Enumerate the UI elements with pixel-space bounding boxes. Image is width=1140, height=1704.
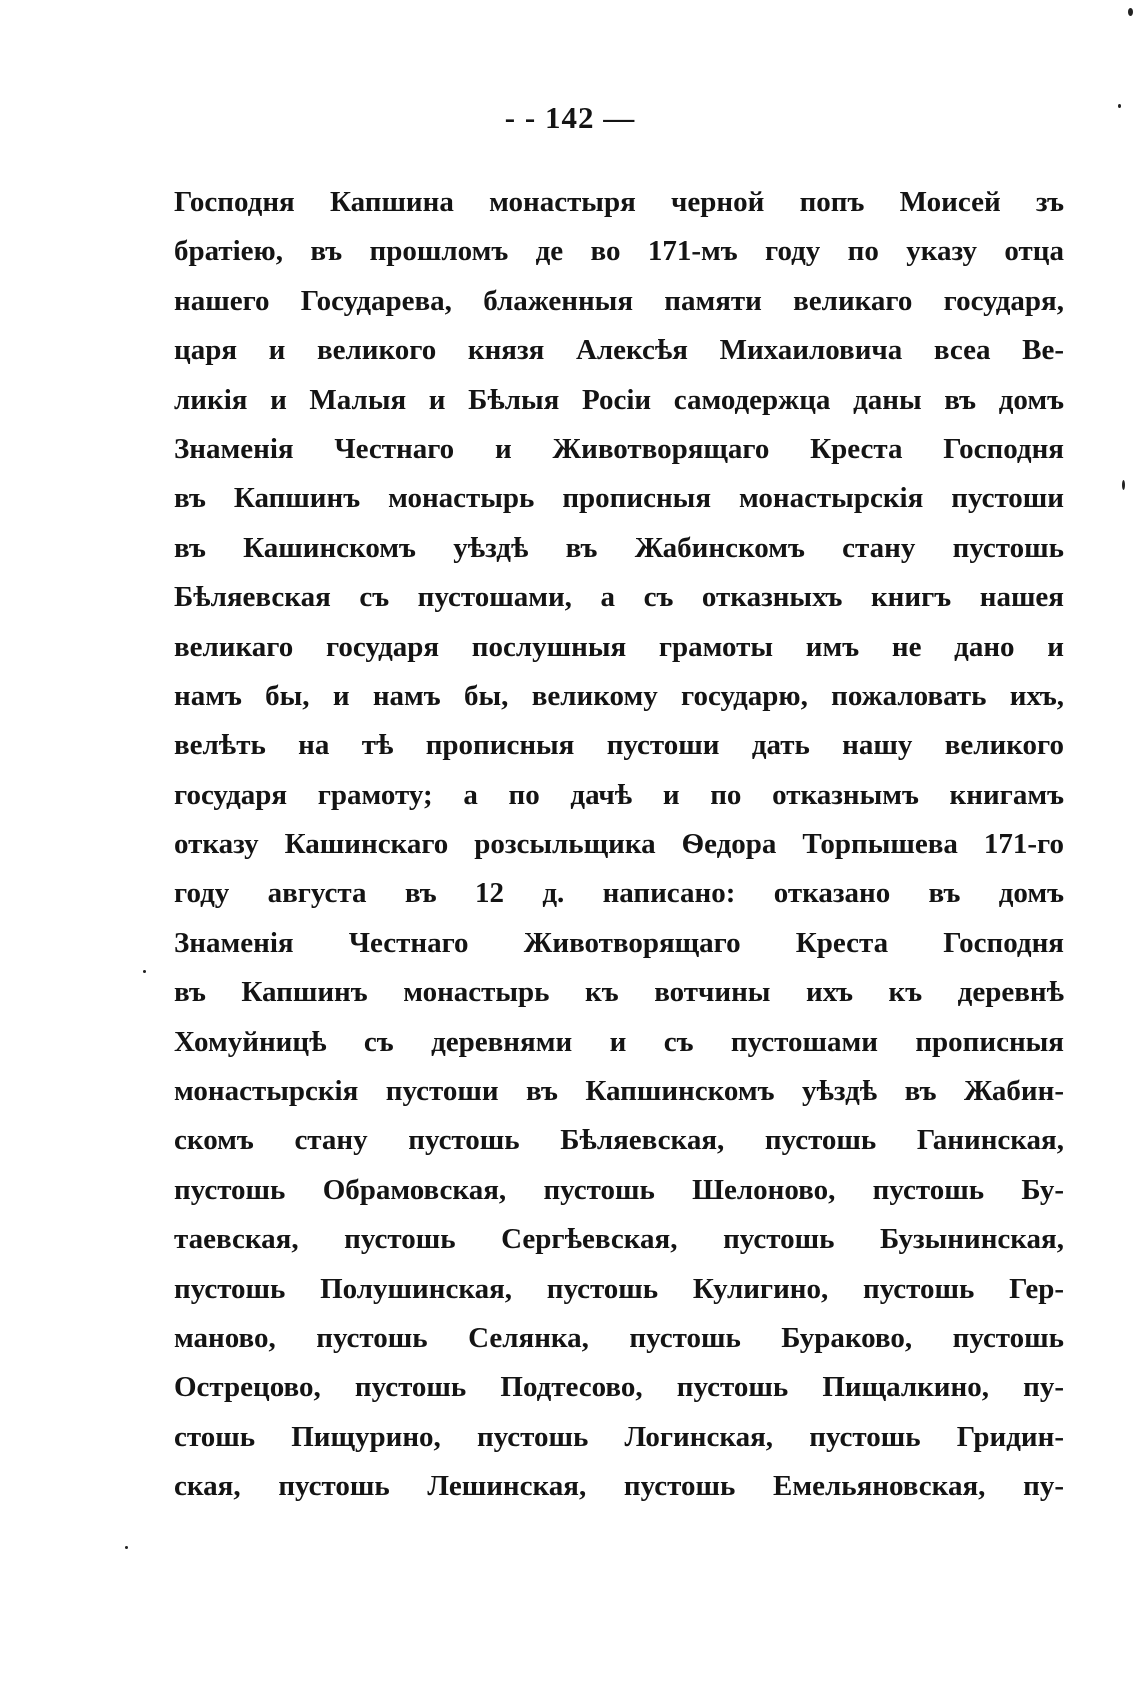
text-line: стошь Пищурино, пустошь Логинская, пустошь Гридин- [174, 1420, 1064, 1453]
text-line: году августа въ 12 д. написано: отказано въ домъ [174, 877, 1064, 910]
text-line: нашего Государева, блаженныя памяти великаго государя, [174, 284, 1064, 317]
text-line: ликiя и Малыя и Бѣлыя Росiи самодержца даны въ домъ [174, 383, 1064, 416]
scan-speck [1128, 8, 1133, 16]
text-line: таевская, пустошь Сергѣевская, пустошь Бузынинская, [174, 1223, 1064, 1256]
page-number: - - 142 — [504, 100, 636, 135]
text-line: пустошь Обрамовская, пустошь Шелоново, пустошь Бу- [174, 1173, 1064, 1206]
scan-speck [143, 970, 146, 973]
text-line: въ Капшинъ монастырь прописныя монастырскiя пустоши [174, 482, 1064, 515]
text-line: въ Кашинскомъ уѣздѣ въ Жабинскомъ стану пустошь [174, 531, 1064, 564]
body-text [174, 178, 1064, 1512]
text-line: братiею, въ прошломъ де во 171-мъ году по указу отца [174, 235, 1064, 268]
scan-speck [1118, 104, 1121, 108]
text-line: Хомуйницѣ съ деревнями и съ пустошами прописныя [174, 1025, 1064, 1058]
scan-speck [1122, 480, 1125, 490]
text-line: пустошь Полушинская, пустошь Кулигино, пустошь Гер- [174, 1272, 1064, 1305]
text-line: государя грамоту; а по дачѣ и по отказнымъ книгамъ [174, 778, 1064, 811]
text-line: монастырскiя пустоши въ Капшинскомъ уѣздѣ въ Жабин- [174, 1075, 1064, 1108]
text-line: Знаменiя Честнаго и Животворящаго Креста Господня [174, 432, 1064, 465]
text-line: намъ бы, и намъ бы, великому государю, пожаловать ихъ, [174, 679, 1064, 712]
text-line: скомъ стану пустошь Бѣляевская, пустошь Ганинская, [174, 1124, 1064, 1157]
scan-speck [125, 1546, 128, 1549]
text-line: Знаменiя Честнаго Животворящаго Креста Господня [174, 926, 1064, 959]
text-line: Господня Капшина монастыря черной попъ Моисей зъ [174, 186, 1064, 218]
text-line: отказу Кашинскаго розсыльщика Ѳедора Торпышева 171-го [174, 828, 1064, 861]
text-line: Бѣляевская съ пустошами, а съ отказныхъ книгъ нашея [174, 581, 1064, 614]
text-line: въ Капшинъ монастырь къ вотчины ихъ къ деревнѣ [174, 976, 1064, 1009]
text-line: великаго государя послушныя грамоты имъ не дано и [174, 630, 1064, 663]
text-line: царя и великого князя Алексѣя Михаиловича всеа Ве- [174, 334, 1064, 367]
text-line: ская, пустошь Лешинская, пустошь Емельяновская, пу- [174, 1470, 1064, 1503]
text-line: Острецово, пустошь Подтесово, пустошь Пищалкино, пу- [174, 1371, 1064, 1404]
text-line: велѣть на тѣ прописныя пустоши дать нашу великого [174, 729, 1064, 762]
text-line: маново, пустошь Селянка, пустошь Бураково, пустошь [174, 1321, 1064, 1354]
